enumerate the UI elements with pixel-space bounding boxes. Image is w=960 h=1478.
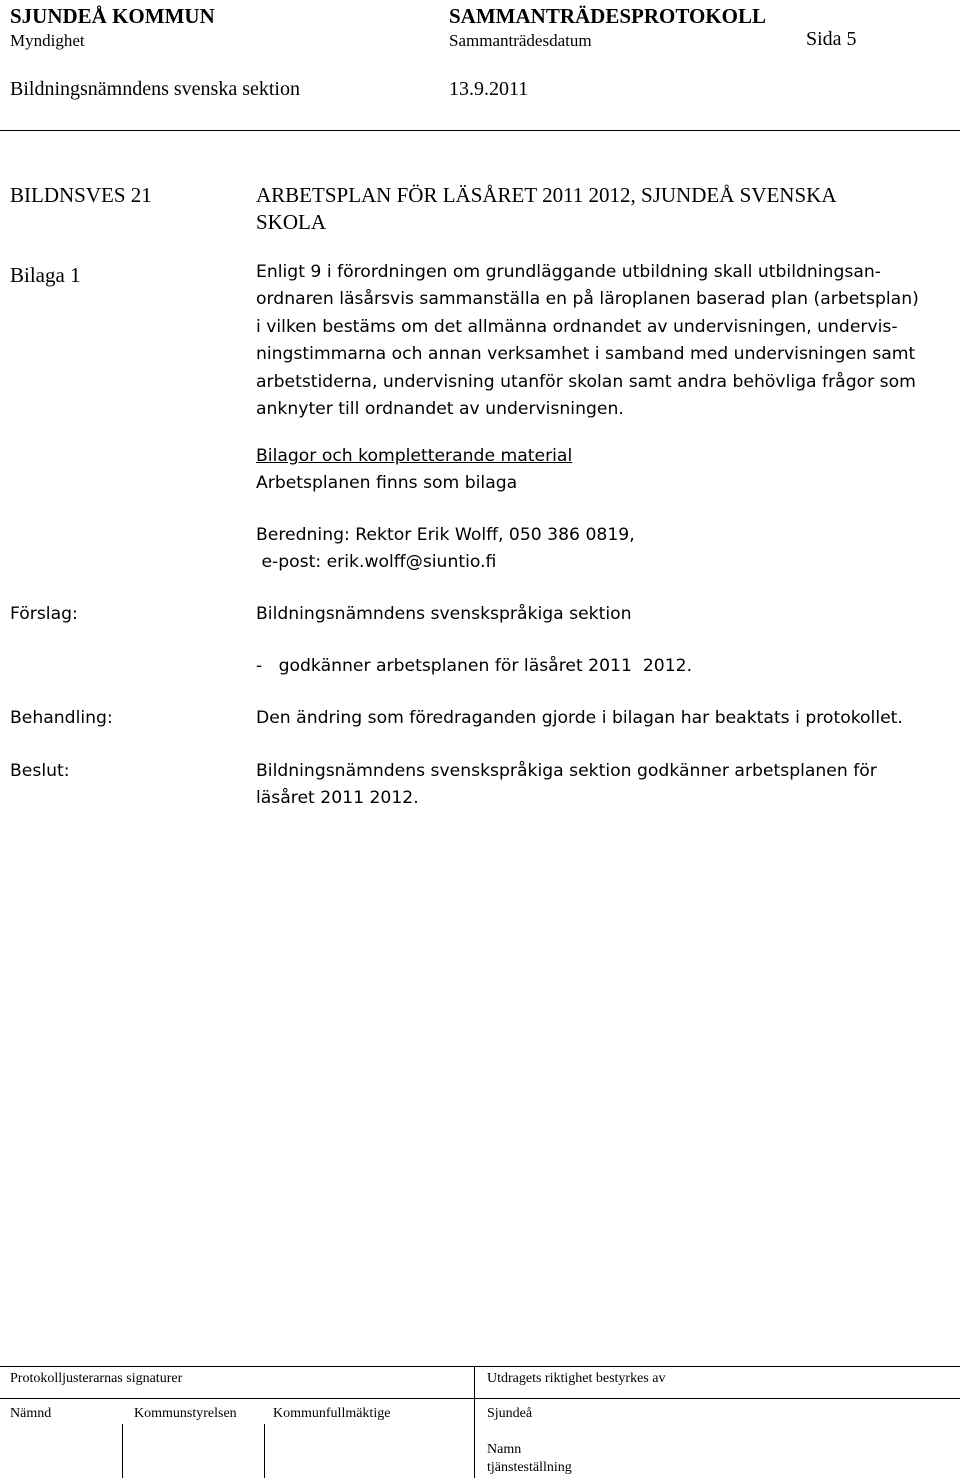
signatures-label: Protokolljusterarnas signaturer xyxy=(10,1371,183,1386)
proposal-label: Förslag: xyxy=(10,604,78,624)
paragraph-line: arbetstiderna, undervisning utanför skolan samt andra behövliga frågor som xyxy=(256,371,916,392)
header-divider xyxy=(0,130,960,131)
body-nämnd: Nämnd xyxy=(10,1406,52,1421)
meeting-date: 13.9.2011 xyxy=(449,78,529,100)
footer-row-line xyxy=(0,1398,960,1399)
authority-label: Myndighet xyxy=(10,31,85,50)
section-title-line2: SKOLA xyxy=(256,210,327,234)
preparation-email: e-post: erik.wolff@siuntio.fi xyxy=(256,552,497,572)
paragraph-line: anknyter till ordnandet av undervisningen. xyxy=(256,399,624,420)
page-number: Sida 5 xyxy=(806,28,857,50)
org-name: SJUNDEÅ KOMMUN xyxy=(10,4,215,28)
certify-name-label: Namn xyxy=(487,1442,522,1457)
paragraph-line: i vilken bestäms om det allmänna ordnandet av undervisningen, undervis- xyxy=(256,316,898,337)
paragraph-line: Enligt 9 i förordningen om grundläggande utbildning skall utbildningsan- xyxy=(256,262,881,282)
decision-line2: läsåret 2011 2012. xyxy=(256,788,419,808)
body-kommunstyrelsen: Kommunstyrelsen xyxy=(134,1406,237,1421)
footer-center-divider xyxy=(474,1366,475,1478)
materials-heading: Bilagor och kompletterande material xyxy=(256,446,573,466)
date-label: Sammanträdesdatum xyxy=(449,31,592,50)
authority-name: Bildningsnämndens svenska sektion xyxy=(10,78,300,100)
handling-text: Den ändring som föredraganden gjorde i bilagan har beaktats i protokollet. xyxy=(256,708,903,728)
handling-label: Behandling: xyxy=(10,708,113,728)
decision-label: Beslut: xyxy=(10,761,70,781)
certify-label: Utdragets riktighet bestyrkes av xyxy=(487,1371,666,1386)
doc-type: SAMMANTRÄDESPROTOKOLL xyxy=(449,4,766,28)
materials-text: Arbetsplanen finns som bilaga xyxy=(256,473,518,493)
proposal-text: Bildningsnämndens svenskspråkiga sektion xyxy=(256,604,632,624)
section-title-line1: ARBETSPLAN FÖR LÄSÅRET 2011 2012, SJUNDEÅ SVENSKA xyxy=(256,183,837,207)
appendix-paragraph xyxy=(256,259,956,423)
paragraph-line: ningstimmarna och annan verksamhet i samband med undervisningen samt xyxy=(256,344,916,365)
footer-col-divider xyxy=(122,1424,123,1478)
certify-position-label: tjänsteställning xyxy=(487,1460,572,1475)
proposal-item: - godkänner arbetsplanen för läsåret 2011 2012. xyxy=(256,656,693,676)
footer-col-divider xyxy=(264,1424,265,1478)
appendix-label: Bilaga 1 xyxy=(10,263,81,287)
preparation-line1: Beredning: Rektor Erik Wolff, 050 386 0819, xyxy=(256,525,635,545)
signature-footer xyxy=(0,1366,960,1478)
section-ref: BILDNSVES 21 xyxy=(10,183,152,207)
footer-top-line xyxy=(0,1366,960,1367)
certify-place: Sjundeå xyxy=(487,1406,533,1421)
decision-line1: Bildningsnämndens svenskspråkiga sektion godkänner arbetsplanen för xyxy=(256,761,877,781)
body-kommunfullmaktige: Kommunfullmäktige xyxy=(273,1406,391,1421)
paragraph-line: ordnaren läsårsvis sammanställa en på läroplanen baserad plan (arbetsplan) xyxy=(256,289,919,310)
